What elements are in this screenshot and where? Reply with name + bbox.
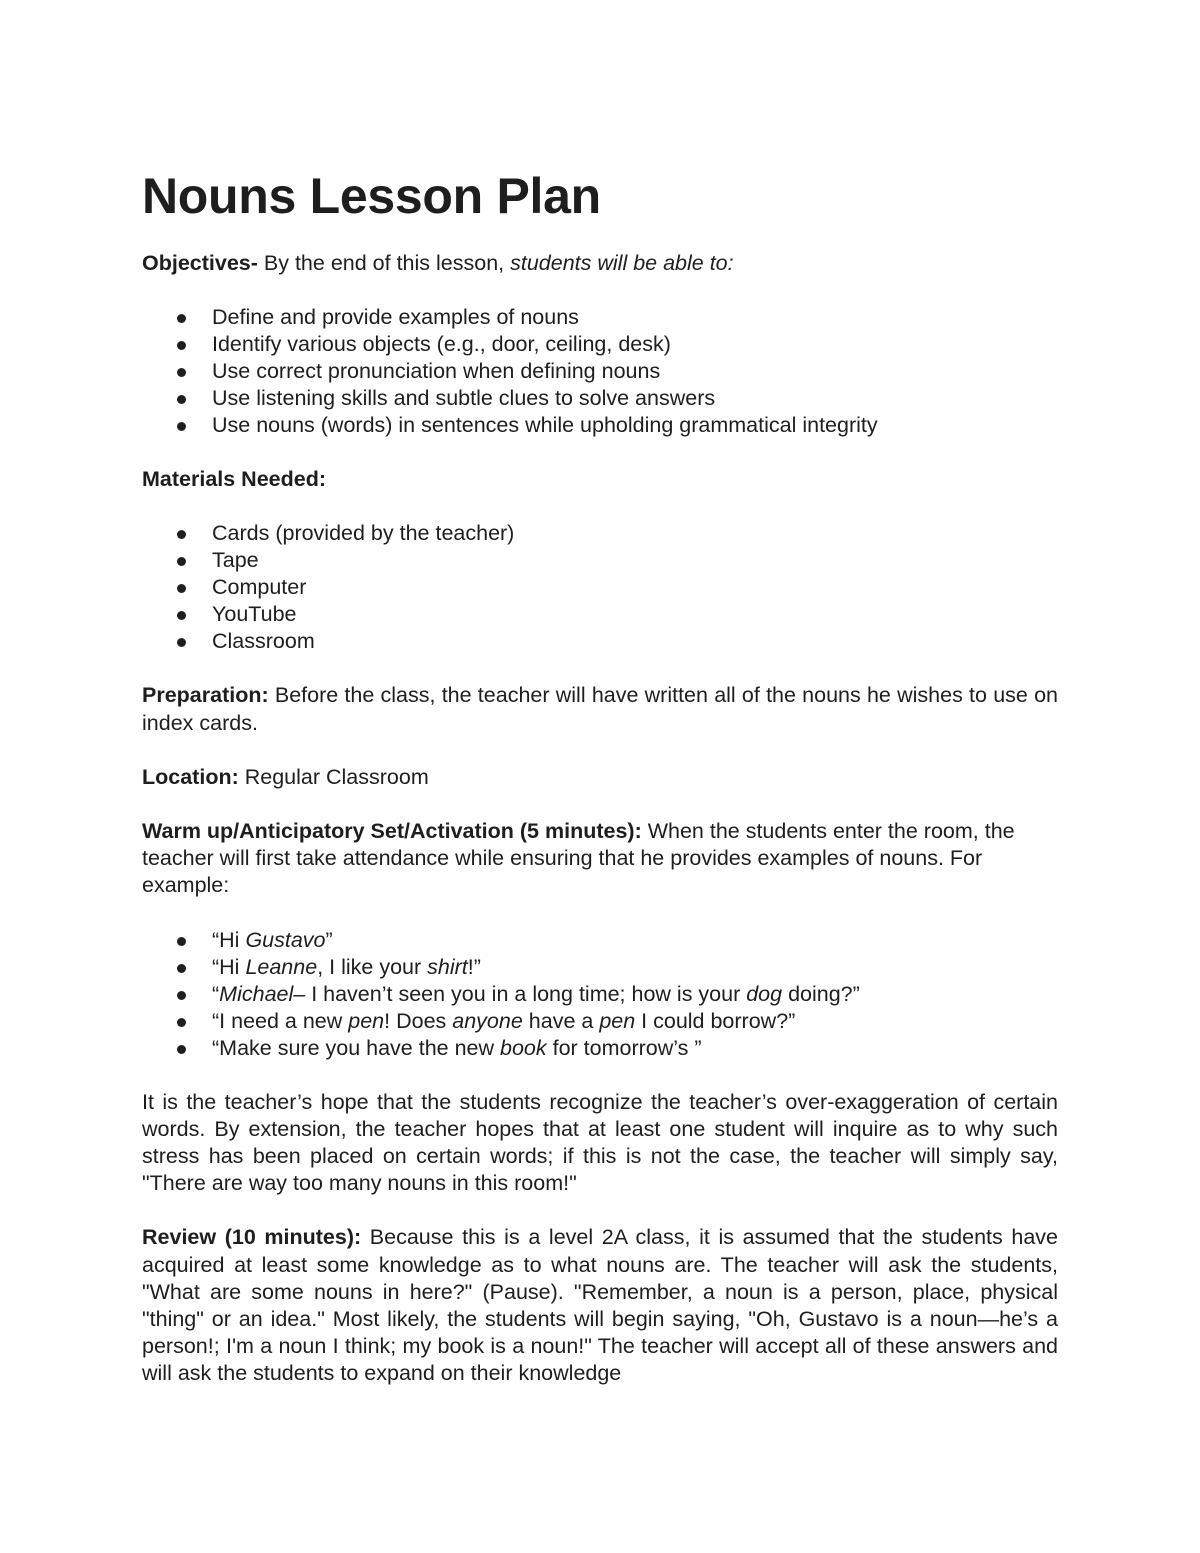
example-text: doing?”: [782, 981, 860, 1006]
warmup-examples-list: [142, 927, 1058, 1062]
materials-label: Materials Needed:: [142, 467, 327, 492]
page-title: Nouns Lesson Plan: [142, 168, 601, 224]
objectives-text: By the end of this lesson,: [257, 251, 511, 275]
example-text: for tomorrow’s ”: [546, 1035, 702, 1060]
emphasized-noun: pen: [599, 1008, 636, 1033]
bullet-icon: [177, 991, 186, 1000]
list-item-text: Use correct pronunciation when defining nouns: [212, 359, 661, 384]
bullet-icon: [177, 530, 186, 539]
hope-paragraph: It is the teacher’s hope that the students recognize the teacher’s over-exaggeration of certain words. By extension, the teacher hopes that at least one student will inquire as to why such stress has been placed on certain words; if this is not the case, the teacher will simply say, "There are way too many nouns in this room!": [142, 1089, 1058, 1196]
bullet-icon: [177, 422, 186, 431]
bullet-icon: [177, 964, 186, 973]
list-item: [142, 358, 1058, 385]
location-text: Regular Classroom: [238, 764, 429, 789]
bullet-icon: [177, 638, 186, 647]
list-item-text: YouTube: [212, 602, 297, 627]
list-item: [142, 628, 1058, 655]
example-text: – I haven’t seen you in a long time; how is your: [293, 981, 747, 1006]
materials-list: [142, 520, 1058, 655]
list-item: [142, 601, 1058, 628]
example-text: “Hi: [212, 954, 246, 979]
example-text: , I like your: [317, 954, 428, 979]
example-text: “Make sure you have the new: [212, 1035, 501, 1060]
list-item-text: Define and provide examples of nouns: [212, 305, 579, 330]
bullet-icon: [177, 557, 186, 566]
example-text: !”: [467, 954, 481, 979]
preparation-text: Before the class, the teacher will have written all of the nouns he wishes to use on index cards.: [142, 683, 1058, 735]
emphasized-noun: Gustavo: [245, 927, 326, 952]
example-text: ”: [325, 927, 333, 952]
emphasized-noun: dog: [746, 981, 783, 1006]
list-item: [142, 412, 1058, 439]
bullet-icon: [177, 937, 186, 946]
example-text: “Hi: [212, 927, 246, 952]
list-item: [142, 954, 1058, 981]
list-item-text: Use nouns (words) in sentences while upholding grammatical integrity: [212, 413, 878, 438]
emphasized-noun: shirt: [427, 954, 468, 979]
review-paragraph: [142, 1224, 1058, 1387]
location-paragraph: [142, 764, 1058, 791]
example-text: have a: [522, 1008, 600, 1033]
bullet-icon: [177, 395, 186, 404]
objectives-italic-text: students will be able to:: [510, 251, 734, 275]
location-label: Location:: [142, 764, 239, 789]
example-text: I could borrow?”: [635, 1008, 796, 1033]
warmup-text: When the students enter the room, the teacher will first take attendance while ensuring that he provides examples of nouns. For example:: [142, 819, 1015, 898]
emphasized-noun: anyone: [452, 1008, 523, 1033]
list-item: [142, 981, 1058, 1008]
review-label: Review (10 minutes):: [142, 1225, 362, 1250]
bullet-icon: [177, 1045, 186, 1054]
list-item-text: Cards (provided by the teacher): [212, 521, 515, 546]
list-item-text: Computer: [212, 575, 307, 600]
list-item: [142, 1008, 1058, 1035]
bullet-icon: [177, 1018, 186, 1027]
document-page: [142, 168, 1058, 1388]
example-text: “I need a new: [212, 1008, 349, 1033]
list-item-text: Classroom: [212, 629, 315, 654]
preparation-label: Preparation:: [142, 683, 269, 708]
bullet-icon: [177, 314, 186, 323]
example-text: “: [212, 981, 220, 1006]
emphasized-noun: pen: [348, 1008, 385, 1033]
emphasized-noun: Leanne: [245, 954, 318, 979]
list-item-text: Tape: [212, 548, 259, 573]
bullet-icon: [177, 611, 186, 620]
list-item: [142, 520, 1058, 547]
emphasized-noun: book: [500, 1035, 547, 1060]
objectives-list: [142, 304, 1058, 439]
review-text: Because this is a level 2A class, it is assumed that the students have acquired at least some knowledge as to what nouns are. The teacher will ask the students, "What are some nouns in here?" (Pause). "Remember, a noun is a person, place, physical "thing" or an idea." Most likely, the students will begin saying, "Oh, Gustavo is a noun—he’s a person!; I'm a noun I think; my book is a noun!" The teacher will accept all of these answers and will ask the students to expand on their knowledge: [142, 1225, 1058, 1386]
list-item: [142, 574, 1058, 601]
preparation-paragraph: [142, 682, 1058, 736]
emphasized-noun: Michael: [219, 981, 294, 1006]
objectives-label: Objectives-: [142, 251, 258, 275]
list-item: [142, 927, 1058, 954]
bullet-icon: [177, 341, 186, 350]
bullet-icon: [177, 584, 186, 593]
objectives-paragraph: [142, 250, 1058, 277]
list-item: [142, 547, 1058, 574]
list-item: [142, 304, 1058, 331]
warmup-paragraph: [142, 818, 1058, 900]
example-text: ! Does: [384, 1008, 453, 1033]
list-item: [142, 385, 1058, 412]
bullet-icon: [177, 368, 186, 377]
list-item-text: Identify various objects (e.g., door, ceiling, desk): [212, 332, 671, 357]
list-item: [142, 1035, 1058, 1062]
list-item-text: Use listening skills and subtle clues to solve answers: [212, 386, 716, 411]
list-item: [142, 331, 1058, 358]
materials-heading: [142, 466, 1058, 493]
warmup-label: Warm up/Anticipatory Set/Activation (5 minutes):: [142, 819, 642, 844]
